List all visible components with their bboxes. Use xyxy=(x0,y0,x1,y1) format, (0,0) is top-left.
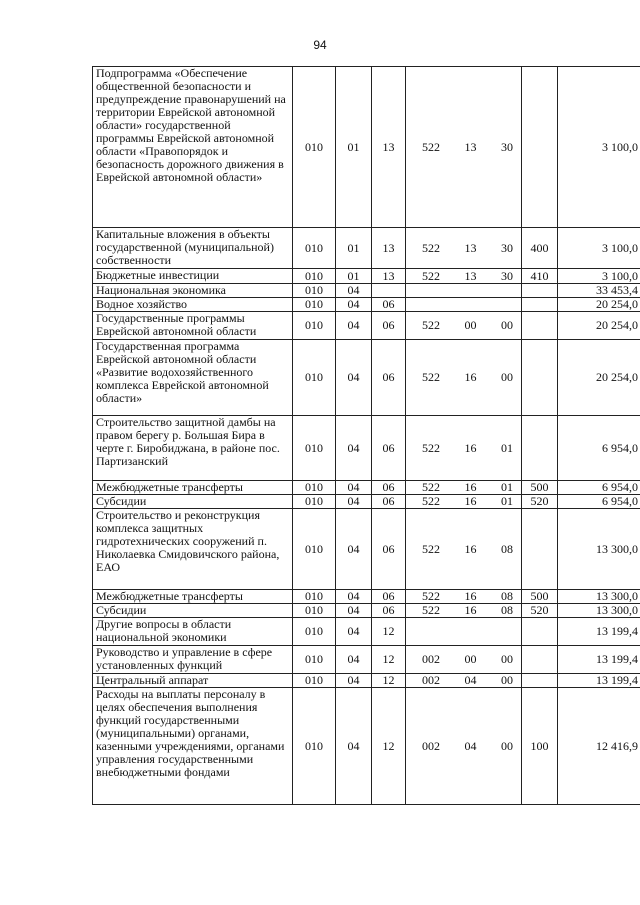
expense-type-cell: 500 xyxy=(522,590,558,604)
section-code-cell: 04 xyxy=(336,495,372,509)
subsection-code-cell: 12 xyxy=(372,646,406,674)
target-article-part: 00 xyxy=(501,318,513,332)
table-row xyxy=(93,481,640,495)
amount-cell: 20 254,0 xyxy=(558,298,640,312)
table-row xyxy=(93,688,640,805)
row-name-cell: Водное хозяйство xyxy=(93,298,293,312)
ministry-code-cell: 010 xyxy=(293,298,336,312)
budget-table xyxy=(92,66,640,805)
ministry-code-cell: 010 xyxy=(293,269,336,284)
target-article-codes xyxy=(406,319,521,332)
section-code-cell: 01 xyxy=(336,228,372,269)
target-article-codes xyxy=(406,442,521,455)
amount-cell: 12 416,9 xyxy=(558,688,640,805)
table-row xyxy=(93,228,640,269)
expense-type-cell xyxy=(522,416,558,481)
subsection-code-cell: 06 xyxy=(372,416,406,481)
target-article-cell xyxy=(406,340,522,416)
subsection-code-cell: 06 xyxy=(372,298,406,312)
section-code-cell: 04 xyxy=(336,481,372,495)
row-name-cell: Руководство и управление в сфере установленных функций xyxy=(93,646,293,674)
target-article-cell xyxy=(406,284,522,298)
amount-cell: 20 254,0 xyxy=(558,340,640,416)
section-code-cell: 04 xyxy=(336,688,372,805)
target-article-part: 522 xyxy=(422,494,440,508)
ministry-code-cell: 010 xyxy=(293,646,336,674)
target-article-cell xyxy=(406,481,522,495)
row-name-cell: Строительство и реконструкция комплекса защитных гидротехнических сооружений п. Николаевка Смидовичского района, ЕАО xyxy=(93,509,293,590)
amount-cell: 3 100,0 xyxy=(558,67,640,228)
table-row xyxy=(93,590,640,604)
amount-cell: 13 300,0 xyxy=(558,604,640,618)
table-row xyxy=(93,674,640,688)
target-article-part: 13 xyxy=(464,240,477,255)
expense-type-cell: 400 xyxy=(522,228,558,269)
target-article-codes xyxy=(406,242,521,255)
target-article-codes xyxy=(406,543,521,556)
target-article-part: 30 xyxy=(501,139,513,154)
target-article-part: 00 xyxy=(501,370,513,384)
amount-cell: 13 300,0 xyxy=(558,509,640,590)
subsection-code-cell: 06 xyxy=(372,604,406,618)
expense-type-cell: 520 xyxy=(522,495,558,509)
amount-cell: 13 300,0 xyxy=(558,590,640,604)
amount-cell: 6 954,0 xyxy=(558,495,640,509)
target-article-part: 01 xyxy=(501,440,513,455)
subsection-code-cell: 13 xyxy=(372,269,406,284)
section-code-cell: 04 xyxy=(336,604,372,618)
target-article-codes xyxy=(406,653,521,666)
target-article-part: 16 xyxy=(464,494,477,508)
target-article-part: 16 xyxy=(464,541,477,556)
row-name-cell: Строительство защитной дамбы на правом берегу р. Большая Бира в черте г. Биробиджана, в районе пос. Партизанский xyxy=(93,416,293,481)
section-code-cell: 04 xyxy=(336,312,372,340)
expense-type-cell xyxy=(522,284,558,298)
table-row xyxy=(93,340,640,416)
row-name-cell: Государственная программа Еврейской автономной области «Развитие водохозяйственного комплекса Еврейской автономной области» xyxy=(93,340,293,416)
subsection-code-cell: 06 xyxy=(372,590,406,604)
target-article-part: 08 xyxy=(501,589,513,603)
target-article-part: 16 xyxy=(464,589,477,603)
target-article-cell xyxy=(406,298,522,312)
expense-type-cell xyxy=(522,618,558,646)
row-name-cell: Другие вопросы в области национальной экономики xyxy=(93,618,293,646)
target-article-cell xyxy=(406,646,522,674)
ministry-code-cell: 010 xyxy=(293,416,336,481)
subsection-code-cell: 12 xyxy=(372,674,406,688)
ministry-code-cell: 010 xyxy=(293,495,336,509)
subsection-code-cell: 13 xyxy=(372,67,406,228)
target-article-part: 00 xyxy=(501,738,513,753)
subsection-code-cell: 06 xyxy=(372,340,406,416)
amount-cell: 33 453,4 xyxy=(558,284,640,298)
section-code-cell: 01 xyxy=(336,67,372,228)
table-row xyxy=(93,618,640,646)
budget-table-body xyxy=(93,67,640,805)
amount-cell: 13 199,4 xyxy=(558,674,640,688)
target-article-part: 522 xyxy=(422,370,440,384)
expense-type-cell: 520 xyxy=(522,604,558,618)
amount-cell: 13 199,4 xyxy=(558,618,640,646)
expense-type-cell xyxy=(522,340,558,416)
amount-cell: 20 254,0 xyxy=(558,312,640,340)
target-article-cell xyxy=(406,228,522,269)
section-code-cell: 04 xyxy=(336,340,372,416)
expense-type-cell xyxy=(522,298,558,312)
amount-cell: 3 100,0 xyxy=(558,228,640,269)
ministry-code-cell: 010 xyxy=(293,284,336,298)
target-article-part: 522 xyxy=(422,589,440,603)
ministry-code-cell: 010 xyxy=(293,340,336,416)
target-article-codes xyxy=(406,674,521,687)
table-row xyxy=(93,67,640,228)
subsection-code-cell: 06 xyxy=(372,509,406,590)
row-name-cell: Бюджетные инвестиции xyxy=(93,269,293,284)
table-row xyxy=(93,312,640,340)
target-article-cell xyxy=(406,674,522,688)
target-article-part: 08 xyxy=(501,541,513,556)
expense-type-cell xyxy=(522,312,558,340)
target-article-part: 13 xyxy=(464,139,477,154)
expense-type-cell xyxy=(522,674,558,688)
ministry-code-cell: 010 xyxy=(293,509,336,590)
row-name-cell: Государственные программы Еврейской автономной области xyxy=(93,312,293,340)
target-article-cell xyxy=(406,618,522,646)
target-article-cell xyxy=(406,312,522,340)
row-name-cell: Межбюджетные трансферты xyxy=(93,481,293,495)
row-name-cell: Расходы на выплаты персоналу в целях обеспечения выполнения функций государственными (муниципальными) органами, казенными учреждениями, органами управления государственными внебюджетными фондами xyxy=(93,688,293,805)
section-code-cell: 04 xyxy=(336,674,372,688)
amount-cell: 13 199,4 xyxy=(558,646,640,674)
target-article-codes xyxy=(406,604,521,617)
target-article-part: 00 xyxy=(501,673,513,687)
target-article-codes xyxy=(406,740,521,753)
table-row xyxy=(93,416,640,481)
target-article-part: 00 xyxy=(464,318,477,332)
target-article-codes xyxy=(406,141,521,154)
ministry-code-cell: 010 xyxy=(293,67,336,228)
row-name-cell: Подпрограмма «Обеспечение общественной безопасности и предупреждение правонарушений на территории Еврейской автономной области» государственной программы Еврейской автономной области «Правопорядок и безопасность дорожного движения в Еврейской автономной области» xyxy=(93,67,293,228)
target-article-part: 08 xyxy=(501,603,513,617)
target-article-codes xyxy=(406,590,521,603)
section-code-cell: 04 xyxy=(336,509,372,590)
target-article-part: 002 xyxy=(422,738,440,753)
target-article-part: 00 xyxy=(501,652,513,666)
table-row xyxy=(93,269,640,284)
target-article-part: 30 xyxy=(501,240,513,255)
target-article-cell xyxy=(406,604,522,618)
target-article-cell xyxy=(406,688,522,805)
target-article-cell xyxy=(406,590,522,604)
target-article-part: 002 xyxy=(422,652,440,666)
ministry-code-cell: 010 xyxy=(293,481,336,495)
target-article-part: 522 xyxy=(422,603,440,617)
target-article-part: 13 xyxy=(464,268,477,283)
table-row xyxy=(93,495,640,509)
target-article-codes xyxy=(406,495,521,508)
target-article-part: 16 xyxy=(464,603,477,617)
subsection-code-cell: 06 xyxy=(372,312,406,340)
expense-type-cell xyxy=(522,509,558,590)
target-article-part: 01 xyxy=(501,494,513,508)
target-article-codes xyxy=(406,371,521,384)
amount-cell: 6 954,0 xyxy=(558,481,640,495)
row-name-cell: Межбюджетные трансферты xyxy=(93,590,293,604)
target-article-codes xyxy=(406,270,521,283)
ministry-code-cell: 010 xyxy=(293,312,336,340)
table-row xyxy=(93,646,640,674)
ministry-code-cell: 010 xyxy=(293,228,336,269)
target-article-part: 522 xyxy=(422,480,440,494)
row-name-cell: Центральный аппарат xyxy=(93,674,293,688)
section-code-cell: 04 xyxy=(336,416,372,481)
target-article-part: 522 xyxy=(422,318,440,332)
target-article-part: 01 xyxy=(501,480,513,494)
subsection-code-cell xyxy=(372,284,406,298)
target-article-part: 00 xyxy=(464,652,477,666)
amount-cell: 3 100,0 xyxy=(558,269,640,284)
section-code-cell: 04 xyxy=(336,590,372,604)
amount-cell: 6 954,0 xyxy=(558,416,640,481)
expense-type-cell xyxy=(522,67,558,228)
subsection-code-cell: 12 xyxy=(372,618,406,646)
target-article-cell xyxy=(406,416,522,481)
target-article-part: 04 xyxy=(464,673,477,687)
target-article-part: 522 xyxy=(422,440,440,455)
ministry-code-cell: 010 xyxy=(293,604,336,618)
expense-type-cell: 100 xyxy=(522,688,558,805)
target-article-part: 16 xyxy=(464,440,477,455)
target-article-part: 522 xyxy=(422,268,440,283)
row-name-cell: Национальная экономика xyxy=(93,284,293,298)
target-article-cell xyxy=(406,67,522,228)
row-name-cell: Капитальные вложения в объекты государственной (муниципальной) собственности xyxy=(93,228,293,269)
target-article-part: 002 xyxy=(422,673,440,687)
ministry-code-cell: 010 xyxy=(293,674,336,688)
subsection-code-cell: 06 xyxy=(372,495,406,509)
target-article-part: 522 xyxy=(422,541,440,556)
target-article-part: 04 xyxy=(464,738,477,753)
ministry-code-cell: 010 xyxy=(293,688,336,805)
target-article-cell xyxy=(406,509,522,590)
target-article-cell xyxy=(406,269,522,284)
section-code-cell: 01 xyxy=(336,269,372,284)
subsection-code-cell: 12 xyxy=(372,688,406,805)
target-article-part: 522 xyxy=(422,240,440,255)
section-code-cell: 04 xyxy=(336,298,372,312)
subsection-code-cell: 06 xyxy=(372,481,406,495)
page-number: 94 xyxy=(313,38,327,52)
section-code-cell: 04 xyxy=(336,284,372,298)
table-row xyxy=(93,284,640,298)
target-article-part: 16 xyxy=(464,480,477,494)
target-article-part: 30 xyxy=(501,268,513,283)
target-article-cell xyxy=(406,495,522,509)
row-name-cell: Субсидии xyxy=(93,604,293,618)
ministry-code-cell: 010 xyxy=(293,590,336,604)
table-row xyxy=(93,298,640,312)
expense-type-cell: 500 xyxy=(522,481,558,495)
expense-type-cell: 410 xyxy=(522,269,558,284)
table-row xyxy=(93,604,640,618)
target-article-part: 16 xyxy=(464,370,477,384)
subsection-code-cell: 13 xyxy=(372,228,406,269)
expense-type-cell xyxy=(522,646,558,674)
target-article-part: 522 xyxy=(422,139,440,154)
target-article-codes xyxy=(406,481,521,494)
row-name-cell: Субсидии xyxy=(93,495,293,509)
ministry-code-cell: 010 xyxy=(293,618,336,646)
table-row xyxy=(93,509,640,590)
section-code-cell: 04 xyxy=(336,646,372,674)
section-code-cell: 04 xyxy=(336,618,372,646)
